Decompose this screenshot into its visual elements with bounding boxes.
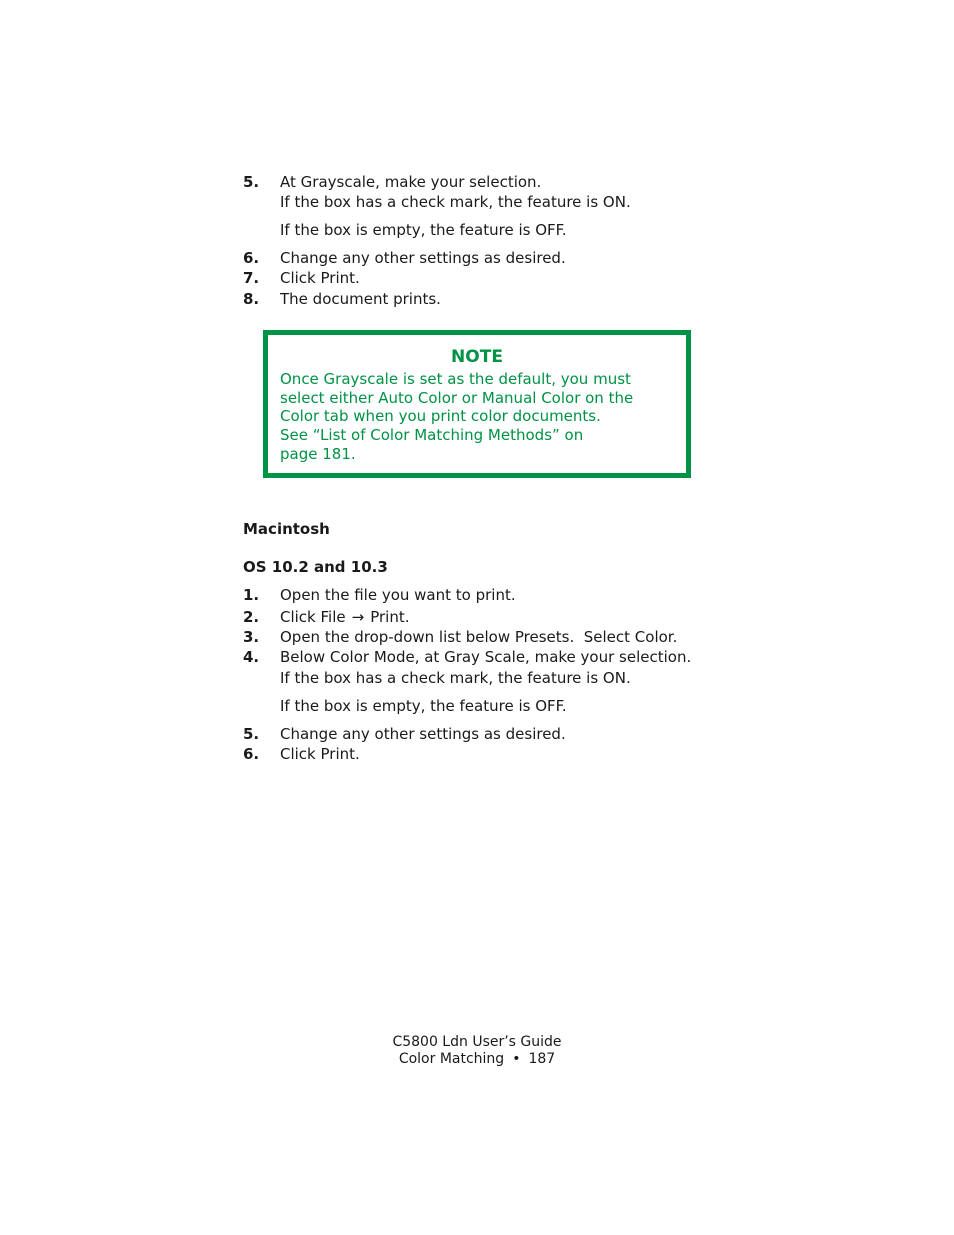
step-text: At Grayscale, make your selection. [280, 173, 542, 191]
step-number: 5. [243, 173, 260, 191]
step-text: Open the file you want to print. [280, 586, 516, 604]
bullet-icon: • [512, 1051, 521, 1067]
footer-guide-title: C5800 Ldn User’s Guide [392, 1034, 562, 1050]
step-number: 6. [243, 745, 260, 763]
step-detail-empty: If the box is empty, the feature is OFF. [280, 697, 567, 715]
step-number: 8. [243, 290, 260, 308]
step-text: Below Color Mode, at Gray Scale, make your selection. [280, 648, 692, 666]
step-text: The document prints. [280, 290, 441, 308]
note-line: Once Grayscale is set as the default, you must [280, 370, 631, 388]
note-line: Color tab when you print color documents. [280, 407, 601, 425]
step-text-part: Print. [370, 608, 410, 626]
step-detail-empty: If the box is empty, the feature is OFF. [280, 221, 567, 239]
step-number: 2. [243, 608, 260, 626]
footer-page-info [0, 1051, 954, 1068]
step-text [280, 608, 409, 626]
section-heading: Macintosh [243, 520, 330, 538]
right-arrow-icon: → [351, 608, 365, 626]
step-number: 5. [243, 725, 260, 743]
step-text: Change any other settings as desired. [280, 249, 566, 267]
note-line: See “List of Color Matching Methods” on [280, 426, 584, 444]
step-number: 6. [243, 249, 260, 267]
note-title: NOTE [451, 347, 503, 367]
step-text: Change any other settings as desired. [280, 725, 566, 743]
step-number: 1. [243, 586, 260, 604]
step-number: 3. [243, 628, 260, 646]
note-box [263, 330, 691, 478]
step-number: 7. [243, 269, 260, 287]
step-detail-checked: If the box has a check mark, the feature is ON. [280, 193, 631, 211]
step-text: Open the drop-down list below Presets. Select Color. [280, 628, 678, 646]
page-number: 187 [528, 1051, 556, 1067]
footer-section: Color Matching [398, 1051, 505, 1067]
section-subheading: OS 10.2 and 10.3 [243, 558, 388, 576]
note-line: page 181. [280, 445, 356, 463]
step-text: Click Print. [280, 269, 360, 287]
step-number: 4. [243, 648, 260, 666]
step-detail-checked: If the box has a check mark, the feature is ON. [280, 669, 631, 687]
note-line: select either Auto Color or Manual Color on the [280, 389, 634, 407]
step-text-part: Click File [280, 608, 346, 626]
step-text: Click Print. [280, 745, 360, 763]
